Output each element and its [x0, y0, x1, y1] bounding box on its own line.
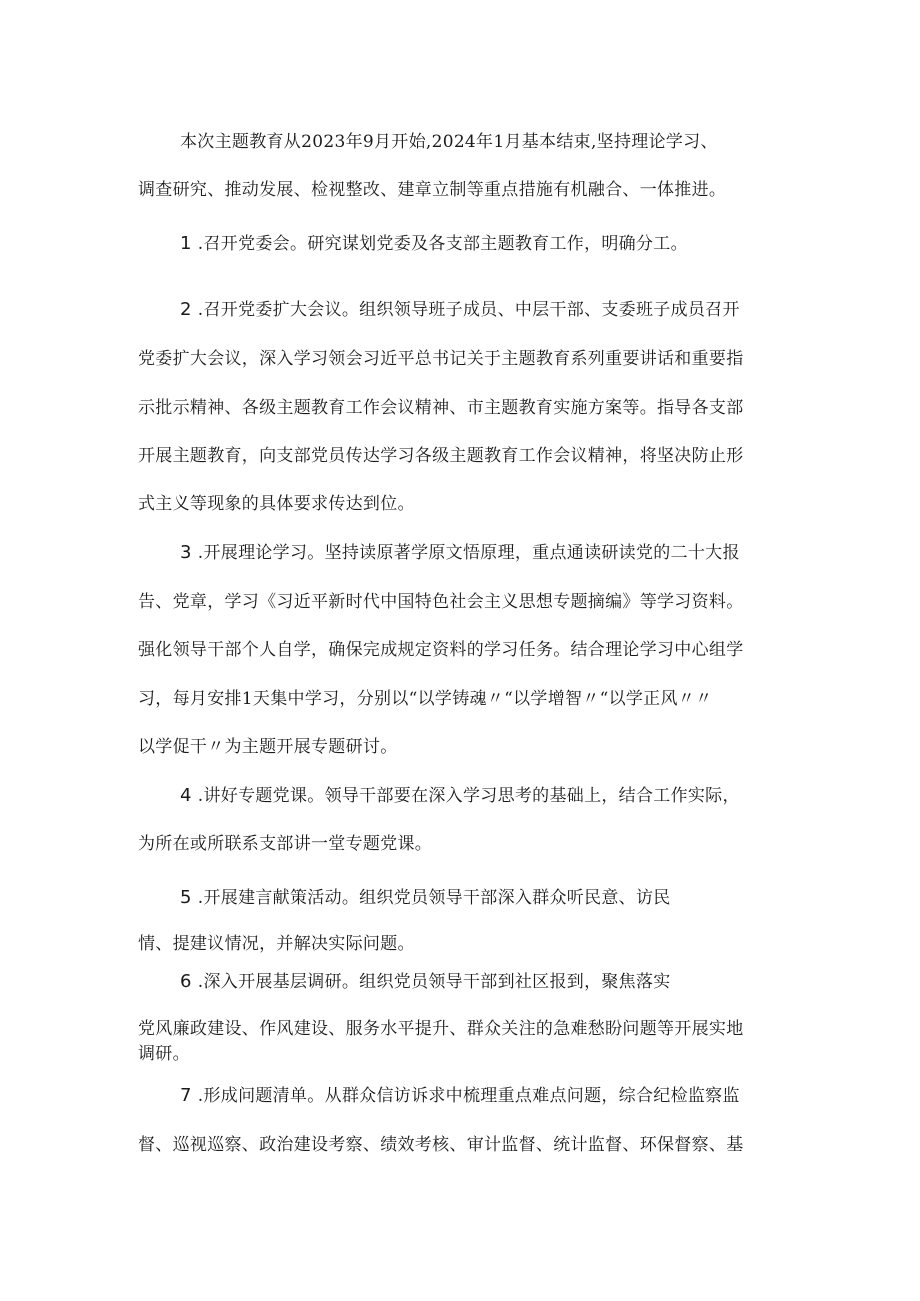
item-number: 6 — [180, 971, 192, 992]
item-text: .开展理论学习。坚持读原著学原文悟原理，重点通读研读党的二十大报 — [197, 543, 740, 563]
item-6-line-2: 党风廉政建设、作风建设、服务水平提升、群众关注的急难愁盼问题等开展实地 — [138, 1019, 744, 1039]
item-number: 1 — [180, 233, 192, 254]
item-2-line-4: 开展主题教育，向支部党员传达学习各级主题教育工作会议精神，将坚决防止形 — [138, 446, 744, 466]
item-number: 5 — [180, 887, 192, 908]
item-6-line-3: 调研。 — [138, 1044, 190, 1064]
item-3-line-5: 以学促干〃为主题开展专题研讨。 — [138, 737, 398, 757]
item-4-line-2: 为所在或所联系支部讲一堂专题党课。 — [138, 834, 433, 854]
item-3-line-3: 强化领导干部个人自学，确保完成规定资料的学习任务。结合理论学习中心组学 — [138, 640, 744, 660]
item-6-line-1 — [180, 970, 788, 994]
item-2-line-3: 示批示精神、各级主题教育工作会议精神、市主题教育实施方案等。指导各支部 — [138, 398, 744, 418]
item-text: .召开党委扩大会议。组织领导班子成员、中层干部、支委班子成员召开 — [197, 300, 740, 320]
item-text: .开展建言献策活动。组织党员领导干部深入群众听民意、访民 — [197, 888, 671, 908]
item-7-line-2: 督、巡视巡察、政治建设考察、绩效考核、审计监督、统计监督、环保督察、基 — [138, 1135, 744, 1155]
item-number: 4 — [180, 785, 192, 806]
item-3-line-2: 告、党章，学习《习近平新时代中国特色社会主义思想专题摘编》等学习资料。 — [138, 592, 744, 612]
item-text: .讲好专题党课。领导干部要在深入学习思考的基础上，结合工作实际， — [197, 786, 740, 806]
item-5-line-1 — [180, 886, 788, 910]
item-2-line-1 — [180, 298, 788, 322]
item-text: .形成问题清单。从群众信访诉求中梳理重点难点问题，综合纪检监察监 — [197, 1086, 740, 1106]
item-7-line-1 — [180, 1084, 788, 1108]
intro-line-1: 本次主题教育从2023年9月开始,2024年1月基本结束,坚持理论学习、 — [180, 132, 718, 152]
item-1-line-1 — [180, 232, 788, 256]
item-text: .深入开展基层调研。组织党员领导干部到社区报到，聚焦落实 — [197, 972, 671, 992]
item-4-line-1 — [180, 784, 788, 808]
item-number: 7 — [180, 1085, 192, 1106]
intro-line-2: 调查研究、推动发展、检视整改、建章立制等重点措施有机融合、一体推进。 — [138, 180, 727, 200]
item-number: 3 — [180, 542, 192, 563]
item-number: 2 — [180, 299, 192, 320]
item-5-line-2: 情、提建议情况，并解决实际问题。 — [138, 934, 415, 954]
item-2-line-5: 式主义等现象的具体要求传达到位。 — [138, 494, 415, 514]
item-2-line-2: 党委扩大会议，深入学习领会习近平总书记关于主题教育系列重要讲话和重要指 — [138, 349, 744, 369]
item-text: .召开党委会。研究谋划党委及各支部主题教育工作，明确分工。 — [197, 234, 688, 254]
item-3-line-4: 习，每月安排1天集中学习，分别以“以学铸魂〃“以学增智〃“以学正风〃〃 — [138, 689, 713, 709]
item-3-line-1 — [180, 541, 788, 565]
